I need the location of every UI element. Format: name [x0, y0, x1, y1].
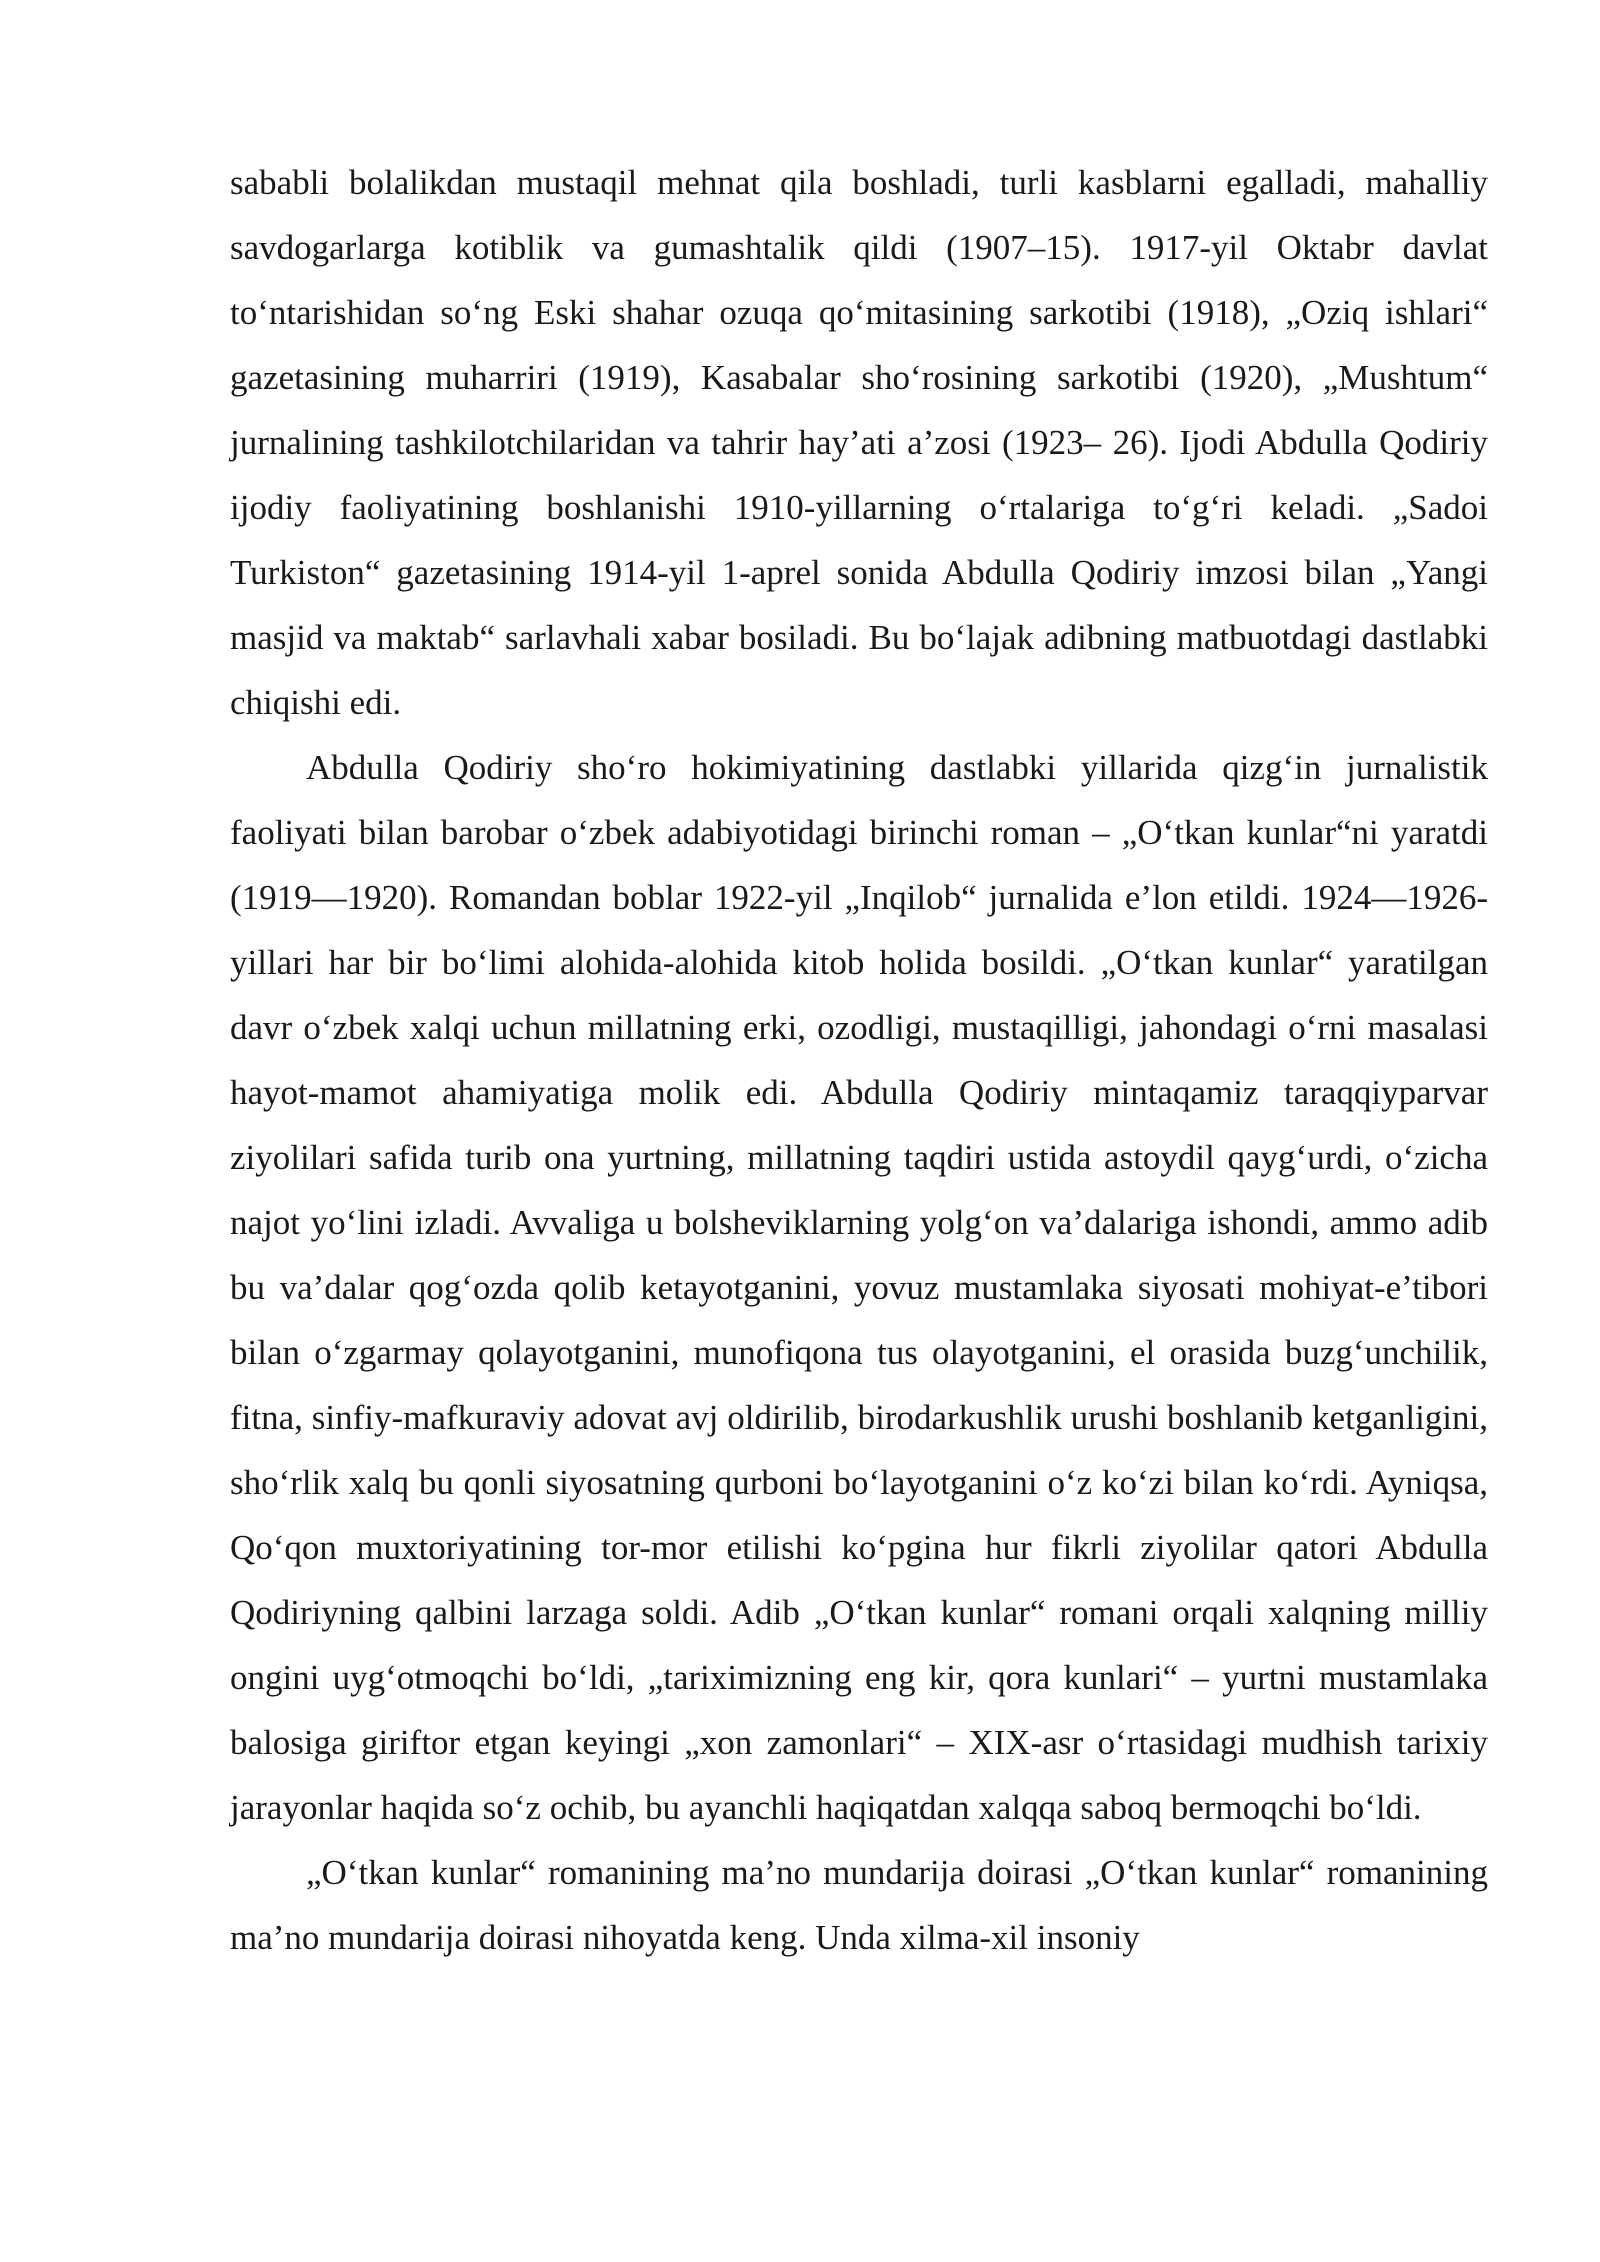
paragraph-biography-continuation: sababli bolalikdan mustaqil mehnat qila boshladi, turli kasblarni egalladi, mahalliy savdogarlarga kotiblik va gumashtalik qildi (1907–15). 1917-yil Oktabr davlat to‘ntarishidan so‘ng Eski shahar ozuqa qo‘mitasining sarkotibi (1918), „Oziq ishlari“ gazetasining muharriri (1919), Kasabalar sho‘rosining sarkotibi (1920), „Mushtum“ jurnalining tashkilotchilaridan va tahrir hay’ati a’zosi (1923– 26). Ijodi Abdulla Qodiriy ijodiy faoliyatining boshlanishi 1910-yillarning o‘rtalariga to‘g‘ri keladi. „Sadoi Turkiston“ gazetasining 1914-yil 1-aprel sonida Abdulla Qodiriy imzosi bilan „Yangi masjid va maktab“ sarlavhali xabar bosiladi. Bu bo‘lajak adibning matbuotdagi dastlabki chiqishi edi.	[230, 163, 1488, 722]
document-page	[230, 150, 1488, 1970]
paragraph-otkan-kunlar-creation: Abdulla Qodiriy sho‘ro hokimiyatining dastlabki yillarida qizg‘in jurnalistik faoliyati bilan barobar o‘zbek adabiyotidagi birinchi roman – „O‘tkan kunlar“ni yaratdi (1919—1920). Romandan boblar 1922-yil „Inqilob“ jurnalida e’lon etildi. 1924—1926-yillari har bir bo‘limi alohida-alohida kitob holida bosildi. „O‘tkan kunlar“ yaratilgan davr o‘zbek xalqi uchun millatning erki, ozodligi, mustaqilligi, jahondagi o‘rni masalasi hayot-mamot ahamiyatiga molik edi. Abdulla Qodiriy mintaqamiz taraqqiyparvar ziyolilari safida turib ona yurtning, millatning taqdiri ustida astoydil qayg‘urdi, o‘zicha najot yo‘lini izladi. Avvaliga u bolsheviklarning yolg‘on va’dalariga ishondi, ammo adib bu va’dalar qog‘ozda qolib ketayotganini, yovuz mustamlaka siyosati mohiyat-e’tibori bilan o‘zgarmay qolayotganini, munofiqona tus olayotganini, el orasida buzg‘unchilik, fitna, sinfiy-mafkuraviy adovat avj oldirilib, birodarkushlik urushi boshlanib ketganligini, sho‘rlik xalq bu qonli siyosatning qurboni bo‘layotganini o‘z ko‘zi bilan ko‘rdi. Ayniqsa, Qo‘qon muxtoriyatining tor-mor etilishi ko‘pgina hur fikrli ziyolilar qatori Abdulla Qodiriyning qalbini larzaga soldi. Adib „O‘tkan kunlar“ romani orqali xalqning milliy ongini uyg‘otmoqchi bo‘ldi, „tariximizning eng kir, qora kunlari“ – yurtni mustamlaka balosiga giriftor etgan keyingi „xon zamonlari“ – XIX-asr o‘rtasidagi mudhish tarixiy jarayonlar haqida so‘z ochib, bu ayanchli haqiqatdan xalqqa saboq bermoqchi bo‘ldi.	[230, 748, 1488, 1827]
paragraph-novel-scope: „O‘tkan kunlar“ romanining ma’no mundarija doirasi „O‘tkan kunlar“ romanining ma’no mundarija doirasi nihoyatda keng. Unda xilma-xil insoniy	[230, 1853, 1488, 1957]
